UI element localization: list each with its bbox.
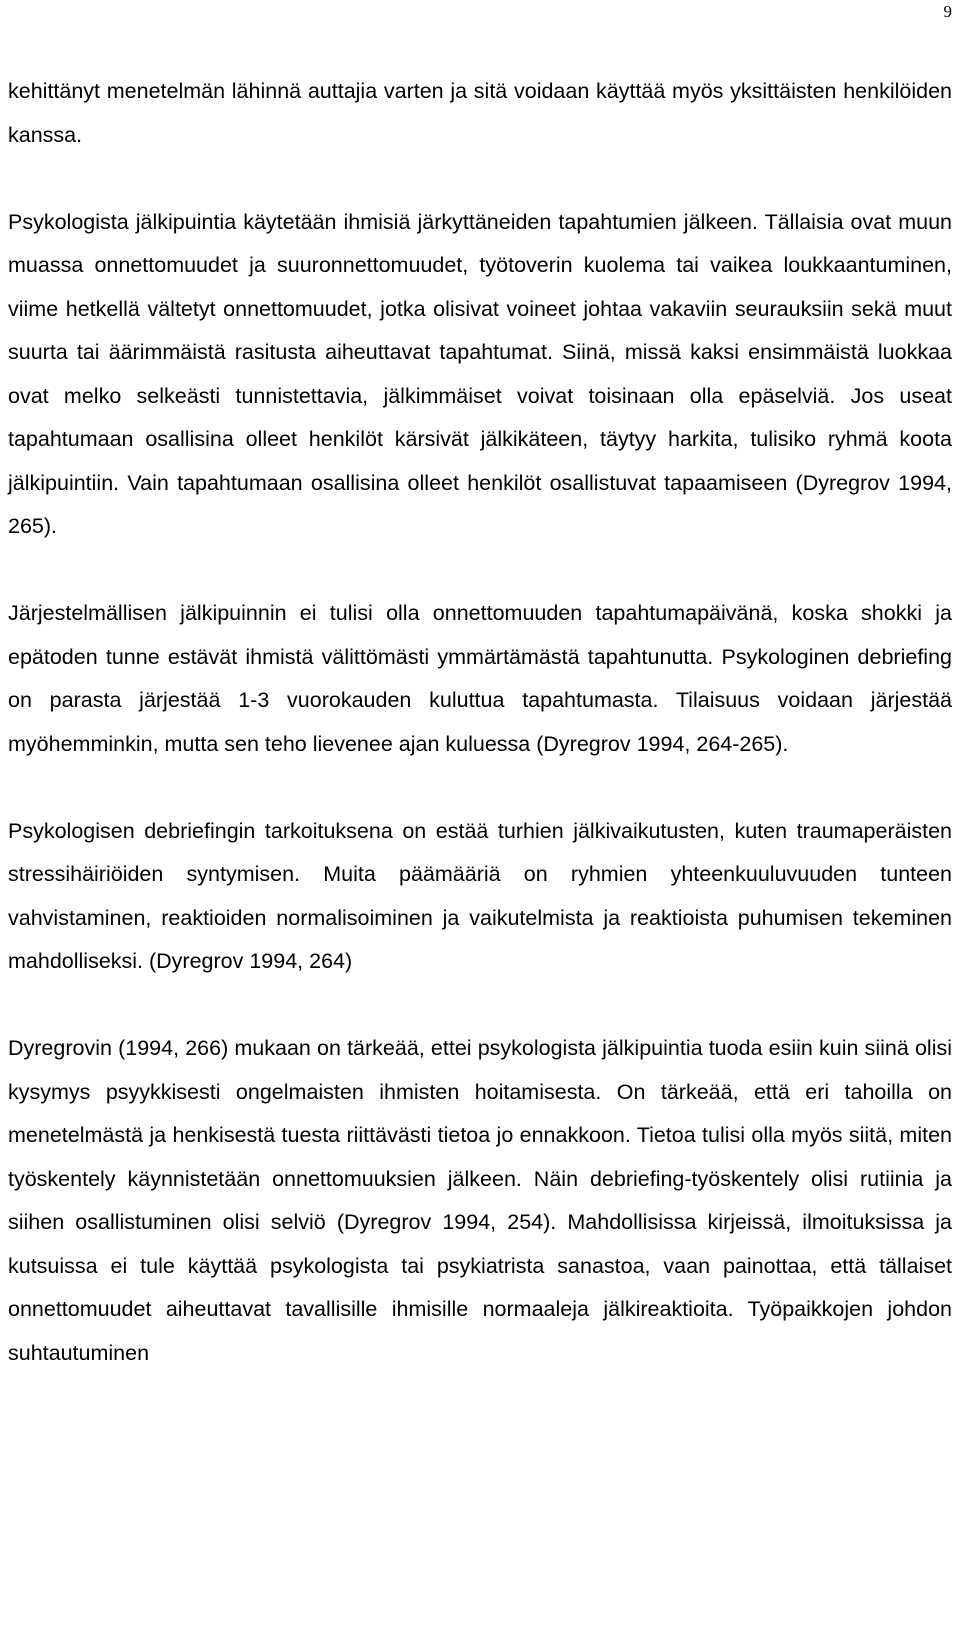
paragraph: Psykologisen debriefingin tarkoituksena on estää turhien jälkivaikutusten, kuten traumaperäisten stressihäiriöiden syntymisen. Muita päämääriä on ryhmien yhteenkuuluvuuden tunteen vahvistaminen, reaktioiden normalisoiminen ja vaikutelmista ja reaktioista puhumisen tekeminen mahdolliseksi. (Dyregrov 1994, 264) bbox=[8, 818, 952, 973]
page-number: 9 bbox=[943, 2, 952, 21]
paragraph: Järjestelmällisen jälkipuinnin ei tulisi olla onnettomuuden tapahtumapäivänä, koska shokki ja epätoden tunne estävät ihmistä välittömästi ymmärtämästä tapahtunutta. Psykologinen debriefing on parasta järjestää 1-3 vuorokauden kuluttua tapahtumasta. Tilaisuus voidaan järjestää myöhemminkin, mutta sen teho lievenee ajan kuluessa (Dyregrov 1994, 264-265). bbox=[8, 601, 952, 756]
paragraph: kehittänyt menetelmän lähinnä auttajia varten ja sitä voidaan käyttää myös yksittäisten henkilöiden kanssa. bbox=[8, 79, 952, 147]
paragraph: Dyregrovin (1994, 266) mukaan on tärkeää, ettei psykologista jälkipuintia tuoda esiin kuin siinä olisi kysymys psyykkisesti ongelmaisten ihmisten hoitamisesta. On tärkeää, että eri tahoilla on menetelmästä ja henkisestä tuesta riittävästi tietoa jo ennakkoon. Tietoa tulisi olla myös siitä, miten työskentely käynnistetään onnettomuuksien jälkeen. Näin debriefing-työskentely olisi rutiinia ja siihen osallistuminen olisi selviö (Dyregrov 1994, 254). Mahdollisissa kirjeissä, ilmoituksissa ja kutsuissa ei tule käyttää psykologista tai psykiatrista sanastoa, vaan painottaa, että tällaiset onnettomuudet aiheuttavat tavallisille ihmisille normaaleja jälkireaktioita. Työpaikkojen johdon suhtautuminen bbox=[8, 1036, 952, 1365]
paragraph: Psykologista jälkipuintia käytetään ihmisiä järkyttäneiden tapahtumien jälkeen. Tällaisia ovat muun muassa onnettomuudet ja suuronnettomuudet, työtoverin kuolema tai vaikea loukkaantuminen, viime hetkellä vältetyt onnettomuudet, jotka olisivat voineet johtaa vakaviin seurauksiin sekä muut suurta tai äärimmäistä rasitusta aiheuttavat tapahtumat. Siinä, missä kaksi ensimmäistä luokkaa ovat melko selkeästi tunnistettavia, jälkimmäiset voivat toisinaan olla epäselviä. Jos useat tapahtumaan osallisina olleet henkilöt kärsivät jälkikäteen, täytyy harkita, tulisiko ryhmä koota jälkipuintiin. Vain tapahtumaan osallisina olleet henkilöt osallistuvat tapaamiseen (Dyregrov 1994, 265). bbox=[8, 209, 952, 538]
document-body bbox=[8, 70, 952, 1375]
